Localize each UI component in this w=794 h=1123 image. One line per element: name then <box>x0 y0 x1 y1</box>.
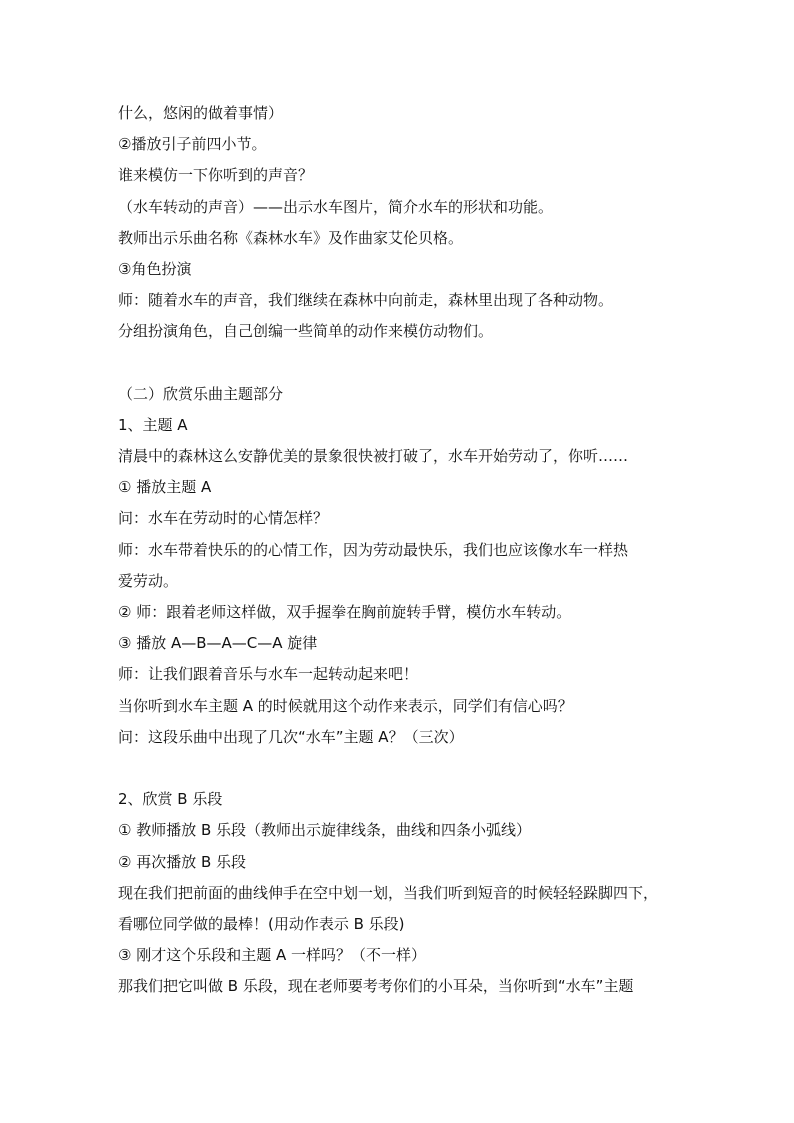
text-line: 师：让我们跟着音乐与水车一起转动起来吧！ <box>118 665 419 684</box>
text-line: 师：水车带着快乐的的心情工作，因为劳动最快乐，我们也应该像水车一样热 <box>118 540 629 559</box>
text-line: 问：这段乐曲中出现了几次“水车”主题 A？（三次） <box>118 727 464 746</box>
blank-line <box>118 753 688 784</box>
text-line: 看哪位同学做的最棒！(用动作表示 B 乐段) <box>118 914 405 933</box>
section-heading: （二）欣赏乐曲主题部分 <box>118 384 284 403</box>
text-line: ③ 播放 A—B—A—C—A 旋律 <box>118 634 318 653</box>
text-line: 爱劳动。 <box>118 571 179 590</box>
text-line: 清晨中的森林这么安静优美的景象很快被打破了，水车开始劳动了，你听…… <box>118 447 629 466</box>
text-line: （水车转动的声音）——出示水车图片，简介水车的形状和功能。 <box>118 197 554 216</box>
text-line: ② 师：跟着老师这样做，双手握拳在胸前旋转手臂，模仿水车转动。 <box>118 603 572 621</box>
text-line: 现在我们把前面的曲线伸手在空中划一划，当我们听到短音的时候轻轻跺脚四下， <box>118 883 659 902</box>
text-line: ③角色扮演 <box>118 259 192 278</box>
text-line: 教师出示乐曲名称《森林水车》及作曲家艾伦贝格。 <box>118 228 464 247</box>
text-line: 什么，悠闲的做着事情） <box>118 104 284 122</box>
text-line: ① 播放主题 A <box>118 478 212 497</box>
text-line: 师：随着水车的声音，我们继续在森林中向前走，森林里出现了各种动物。 <box>118 291 614 310</box>
text-line: 当你听到水车主题 A 的时候就用这个动作来表示，同学们有信心吗？ <box>118 696 573 715</box>
text-line: ② 再次播放 B 乐段 <box>118 852 247 871</box>
text-line: ③ 刚才这个乐段和主题 A 一样吗？（不一样） <box>118 946 427 965</box>
text-line: ① 教师播放 B 乐段（教师出示旋律线条，曲线和四条小弧线） <box>118 821 532 840</box>
subsection-heading: 1、主题 A <box>118 415 188 434</box>
text-line: 分组扮演角色，自己创编一些简单的动作来模仿动物们。 <box>118 322 494 341</box>
subsection-heading: 2、欣赏 B 乐段 <box>118 790 223 809</box>
text-line: 那我们把它叫做 B 乐段，现在老师要考考你们的小耳朵，当你听到“水车”主题 <box>118 977 634 996</box>
text-line: ②播放引子前四小节。 <box>118 135 267 154</box>
text-line: 谁来模仿一下你听到的声音？ <box>118 166 314 185</box>
lesson-plan-text <box>118 98 688 1002</box>
text-line: 问：水车在劳动时的心情怎样？ <box>118 509 329 528</box>
blank-line <box>118 348 688 379</box>
